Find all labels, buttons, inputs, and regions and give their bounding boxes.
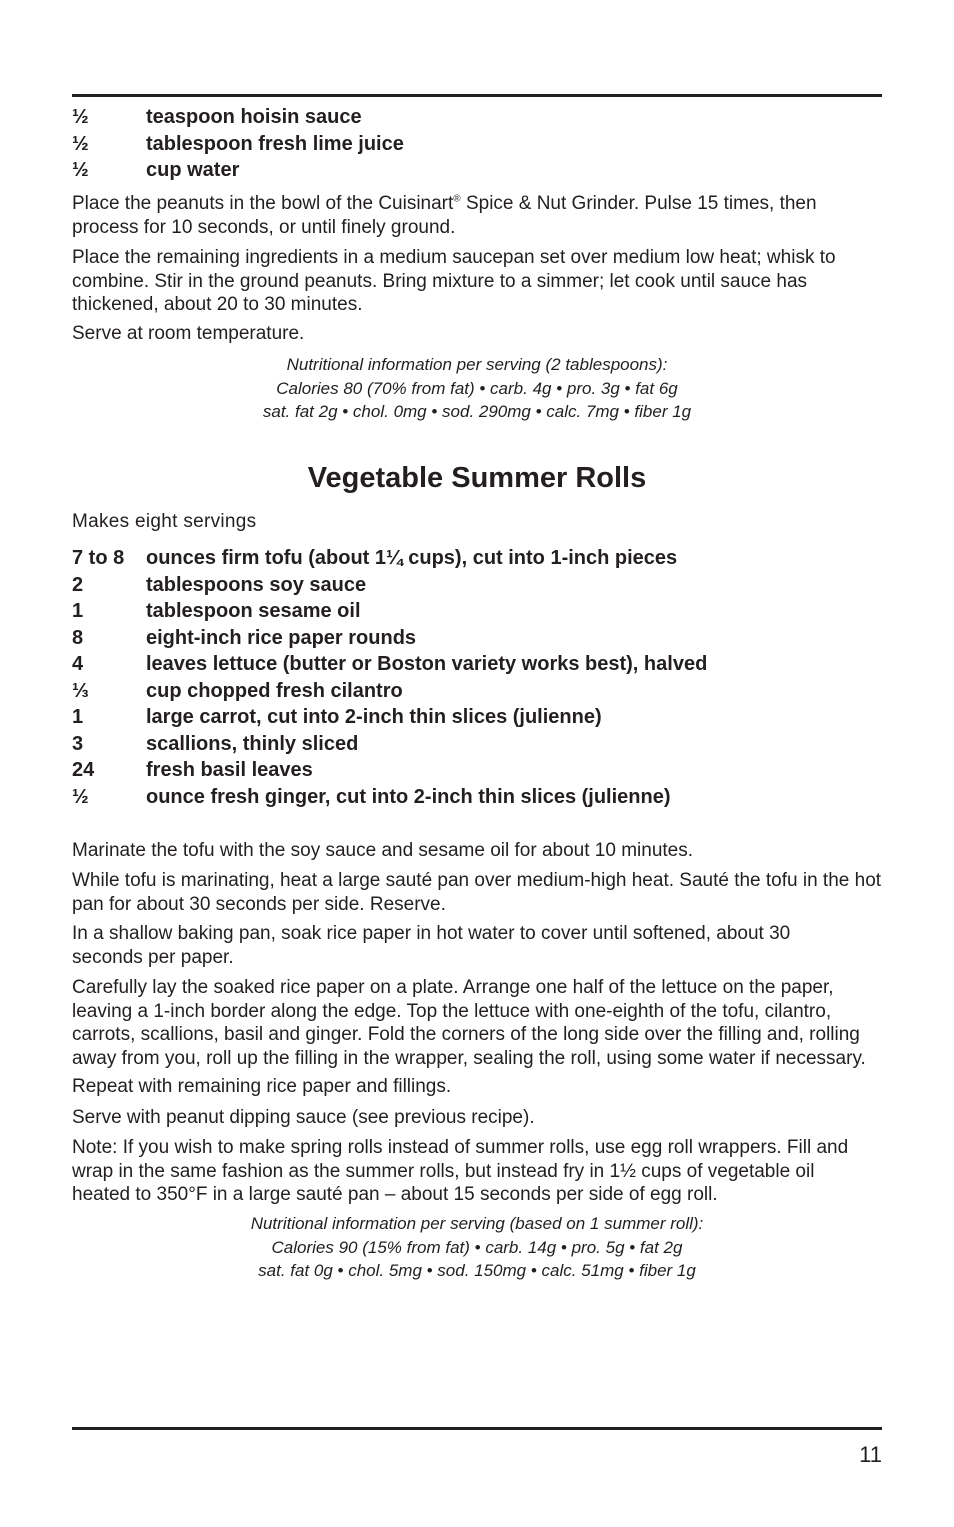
ingredient-name: teaspoon hoisin sauce bbox=[146, 106, 362, 128]
ingredient-row bbox=[72, 545, 882, 572]
ingredient-quantity: 24 bbox=[72, 759, 95, 781]
nutrition-line: Calories 90 (15% from fat) • carb. 14g • pro. 5g • fat 2g bbox=[271, 1237, 683, 1257]
ingredient-name: fresh basil leaves bbox=[146, 759, 313, 781]
nutrition-line: Nutritional information per serving (based on 1 summer roll): bbox=[250, 1214, 704, 1233]
recipe-ingredient-list bbox=[72, 545, 882, 810]
ingredient-quantity: 2 bbox=[72, 573, 84, 596]
sauce-nutrition-info bbox=[72, 353, 882, 424]
sauce-ingredient-list bbox=[72, 104, 882, 184]
ingredient-quantity: ½ bbox=[72, 132, 89, 155]
ingredient-name: large carrot, cut into 2-inch thin slices (julienne) bbox=[146, 706, 602, 728]
sauce-step-1 bbox=[72, 192, 872, 239]
sauce-step-1-text-a: Place the peanuts in the bowl of the Cuisinart bbox=[72, 193, 454, 214]
ingredient-row bbox=[72, 704, 882, 731]
ingredient-row bbox=[72, 757, 882, 784]
nutrition-line: sat. fat 0g • chol. 5mg • sod. 150mg • calc. 51mg • fiber 1g bbox=[258, 1261, 696, 1280]
sauce-step-1-text-b: Spice & Nut Grinder. Pulse 15 times, then process for 10 seconds, or until finely ground. bbox=[72, 193, 817, 238]
recipe-title: Vegetable Summer Rolls bbox=[307, 462, 647, 494]
ingredient-name: tablespoon fresh lime juice bbox=[146, 132, 404, 155]
nutrition-line: Calories 80 (70% from fat) • carb. 4g • pro. 3g • fat 6g bbox=[276, 378, 678, 398]
ingredient-name: tablespoons soy sauce bbox=[146, 573, 367, 596]
ingredient-name: ounces firm tofu (about 1¼ cups), cut into 1-inch pieces bbox=[146, 547, 678, 569]
ingredient-row bbox=[72, 157, 882, 184]
ingredient-name: eight-inch rice paper rounds bbox=[146, 626, 417, 649]
ingredient-name: ounce fresh ginger, cut into 2-inch thin slices (julienne) bbox=[146, 785, 671, 808]
ingredient-quantity: ½ bbox=[72, 106, 89, 128]
nutrition-line: sat. fat 2g • chol. 0mg • sod. 290mg • calc. 7mg • fiber 1g bbox=[262, 402, 692, 421]
ingredient-quantity: 8 bbox=[72, 626, 84, 649]
ingredient-quantity: 1 bbox=[72, 706, 84, 728]
ingredient-name: cup water bbox=[146, 159, 240, 181]
ingredient-name: cup chopped fresh cilantro bbox=[146, 679, 403, 702]
ingredient-row bbox=[72, 131, 882, 158]
recipe-note: Note: If you wish to make spring rolls instead of summer rolls, use egg roll wrappers. Fill and wrap in the same fashion as the summer rolls, but instead fry in 1½ cups of vegetable oil heated to 350°F in a large sauté pan – about 15 seconds per side of egg roll. bbox=[72, 1137, 849, 1205]
ingredient-row bbox=[72, 731, 882, 758]
ingredient-quantity: 3 bbox=[72, 732, 84, 755]
ingredient-row bbox=[72, 104, 882, 131]
ingredient-quantity: ½ bbox=[72, 785, 89, 808]
ingredient-row bbox=[72, 625, 882, 652]
recipe-step: Serve with peanut dipping sauce (see previous recipe). bbox=[72, 1107, 535, 1128]
recipe-step: Carefully lay the soaked rice paper on a plate. Arrange one half of the lettuce on the paper, leaving a 1-inch border along the edge. Top the lettuce with one-eighth of the tofu, cilantro, carrots, scallions, basil and ginger. Fold the corners of the long side over the filling and, rolling away from you, roll up the filling in the wrapper, sealing the roll, using some water if necessary. bbox=[72, 977, 866, 1069]
ingredient-quantity: 7 to 8 bbox=[72, 547, 125, 569]
ingredient-quantity: ⅓ bbox=[72, 679, 89, 702]
recipe-nutrition-info bbox=[72, 1212, 882, 1283]
page-number: 11 bbox=[859, 1442, 882, 1467]
ingredient-quantity: 4 bbox=[72, 653, 84, 675]
bottom-rule bbox=[72, 1427, 882, 1430]
ingredient-quantity: ½ bbox=[72, 159, 89, 181]
top-rule bbox=[72, 94, 882, 97]
sauce-step-3: Serve at room temperature. bbox=[72, 323, 305, 344]
ingredient-row bbox=[72, 651, 882, 678]
recipe-step: While tofu is marinating, heat a large sauté pan over medium-high heat. Sauté the tofu in the hot pan for about 30 seconds per side. Reserve. bbox=[72, 870, 882, 915]
recipe-step: In a shallow baking pan, soak rice paper in hot water to cover until softened, about 30 seconds per paper. bbox=[72, 923, 791, 968]
registered-mark: ® bbox=[453, 193, 461, 205]
sauce-step-2: Place the remaining ingredients in a medium saucepan set over medium low heat; whisk to combine. Stir in the ground peanuts. Bring mixture to a simmer; let cook until sauce has thickened, about 20 to 30 minutes. bbox=[72, 247, 836, 315]
ingredient-row bbox=[72, 678, 882, 705]
ingredient-row bbox=[72, 598, 882, 625]
ingredient-name: leaves lettuce (butter or Boston variety works best), halved bbox=[146, 653, 708, 675]
ingredient-row bbox=[72, 784, 882, 811]
recipe-yield: Makes eight servings bbox=[72, 511, 257, 532]
recipe-step: Marinate the tofu with the soy sauce and sesame oil for about 10 minutes. bbox=[72, 840, 694, 861]
ingredient-quantity: 1 bbox=[72, 600, 84, 622]
ingredient-name: tablespoon sesame oil bbox=[146, 600, 361, 622]
recipe-step: Repeat with remaining rice paper and fillings. bbox=[72, 1076, 452, 1097]
ingredient-row bbox=[72, 572, 882, 599]
ingredient-name: scallions, thinly sliced bbox=[146, 732, 359, 755]
nutrition-line: Nutritional information per serving (2 tablespoons): bbox=[286, 355, 668, 374]
